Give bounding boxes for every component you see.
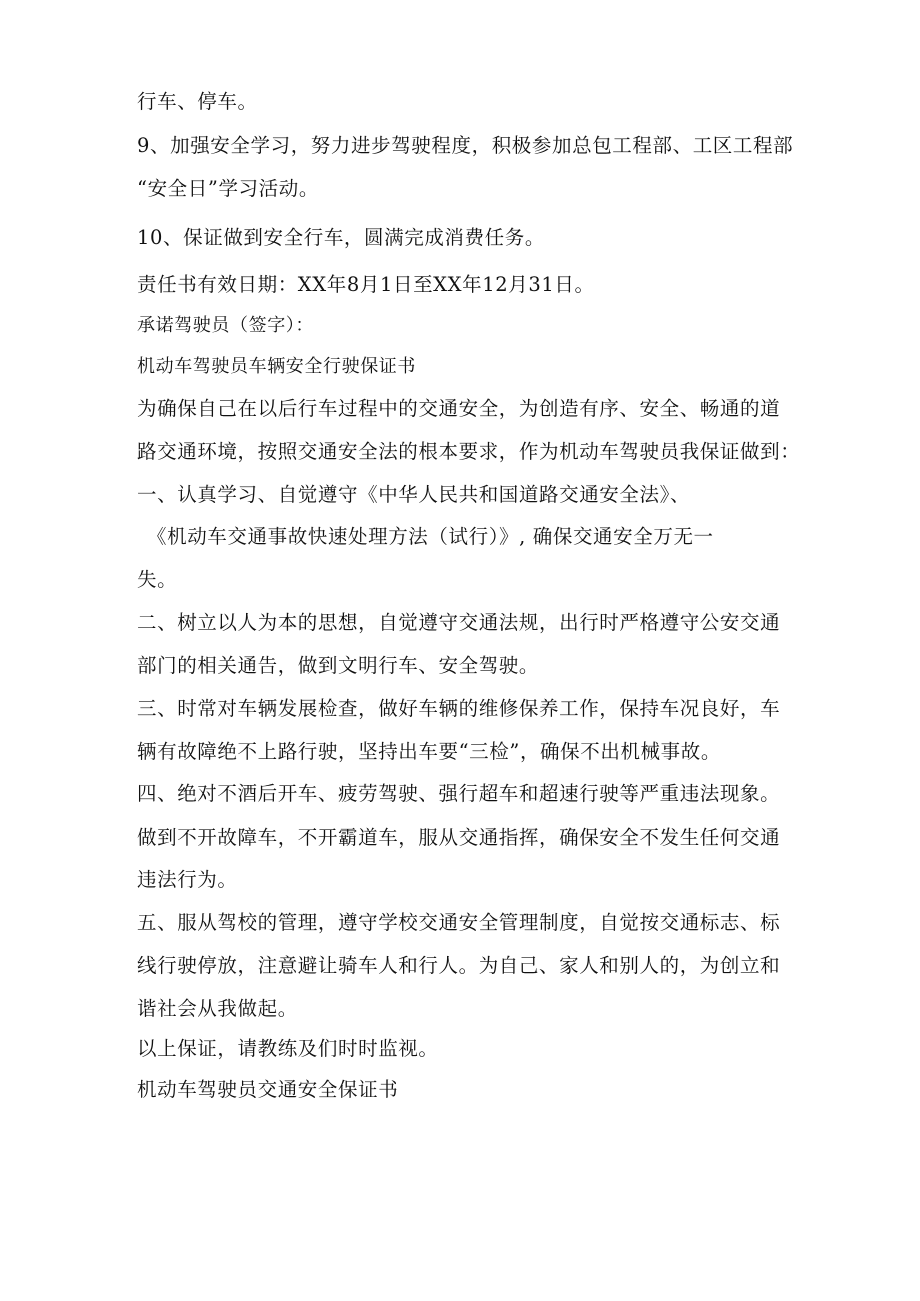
text-line-6: 承诺驾驶员（签字）： <box>137 315 314 336</box>
text-line-11: 《机动车交通事故快速处理方法（试行）》, 确保交通安全万无一 <box>147 525 714 548</box>
text-line-15: 三、时常对车辆发展检查，做好车辆的维修保养工作，保持车况良好，车 <box>137 697 781 720</box>
text-line-10: 一、认真学习、自觉遵守《中华人民共和国道路交通安全法》、 <box>137 483 691 506</box>
text-line-14: 部门的相关通告，做到文明行车、安全驾驶。 <box>137 654 540 677</box>
text-line-22: 谐社会从我做起。 <box>137 997 298 1020</box>
text-line-2: 9、加强安全学习，努力进步驾驶程度，积极参加总包工程部、工区工程部 <box>137 134 794 157</box>
text-line-24: 机动车驾驶员交通安全保证书 <box>137 1078 399 1101</box>
text-line-4: 10、保证做到安全行车，圆满完成消费任务。 <box>137 226 545 249</box>
text-line-12: 失。 <box>137 568 178 591</box>
text-line-9: 路交通环境，按照交通安全法的根本要求，作为机动车驾驶员我保证做到： <box>137 440 801 463</box>
text-line-13: 二、树立以人为本的思想，自觉遵守交通法规，出行时严格遵守公安交通 <box>137 611 781 634</box>
text-line-3: “安全日”学习活动。 <box>137 177 319 200</box>
text-line-16: 辆有故障绝不上路行驶，坚持出车要“三检”，确保不出机械事故。 <box>137 740 721 763</box>
text-line-17: 四、绝对不酒后开车、疲劳驾驶、强行超车和超速行驶等严重违法现象。 <box>137 782 781 805</box>
text-line-19: 违法行为。 <box>137 868 238 891</box>
text-line-18: 做到不开故障车，不开霸道车，服从交通指挥，确保安全不发生任何交通 <box>137 826 781 849</box>
text-line-5: 责任书有效日期：XX年8月1日至XX年12月31日。 <box>137 273 595 296</box>
text-line-7: 机动车驾驶员车辆安全行驶保证书 <box>137 356 416 377</box>
text-line-8: 为确保自己在以后行车过程中的交通安全，为创造有序、安全、畅通的道 <box>137 397 781 420</box>
text-line-23: 以上保证，请教练及们时时监视。 <box>137 1037 439 1060</box>
text-line-20: 五、服从驾校的管理，遵守学校交通安全管理制度，自觉按交通标志、标 <box>137 911 781 934</box>
text-line-1: 行车、停车。 <box>137 90 258 113</box>
text-line-21: 线行驶停放，注意避让骑车人和行人。为自己、家人和别人的，为创立和 <box>137 954 781 977</box>
